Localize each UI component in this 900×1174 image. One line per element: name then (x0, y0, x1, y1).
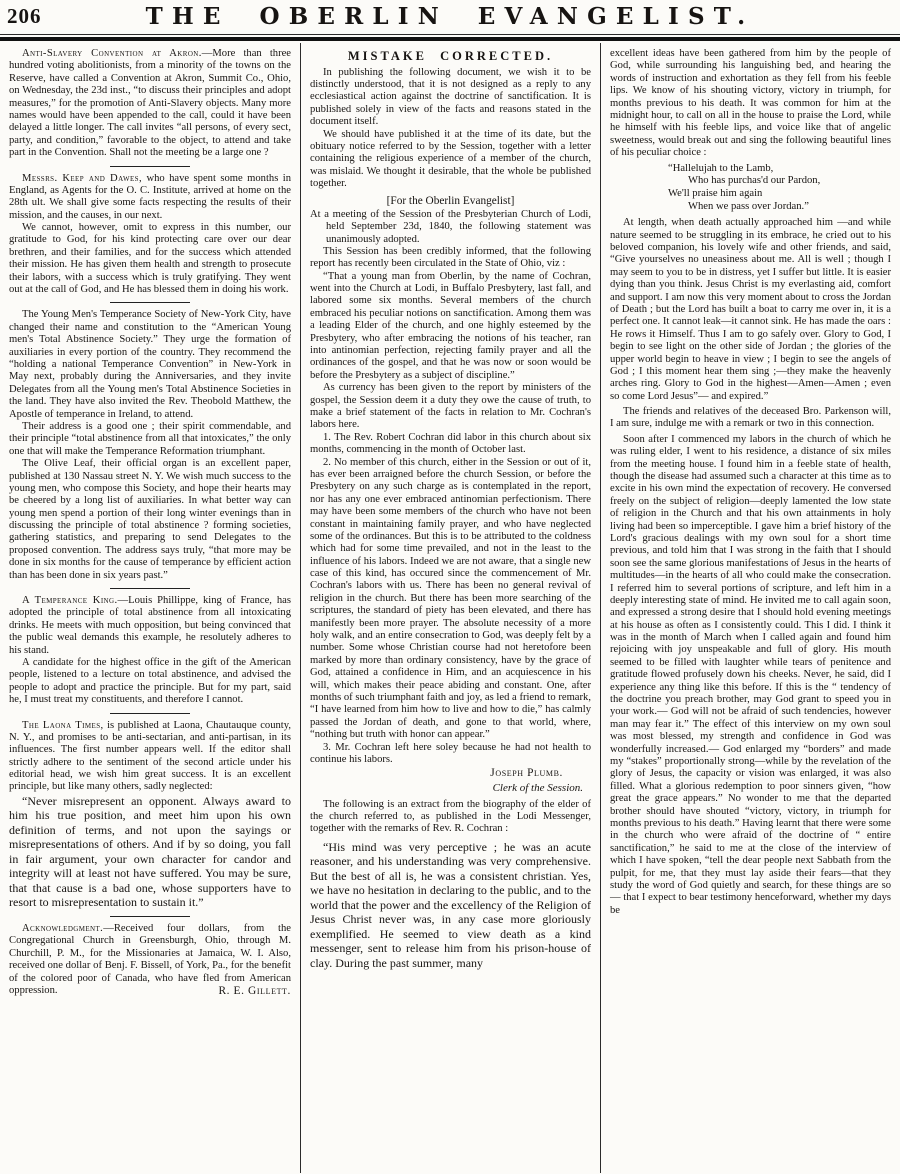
article-keep-and-dawes (9, 173, 291, 223)
article-text: —Louis Phillippe, king of France, has adopted the principle of total abstinence from all intoxicating drinks. He meets with much opposition, but being convinced that the public weal demands this example, he resolutely adheres to his stand. (9, 595, 291, 656)
list-item-2: 2. No member of this church, either in the Session or out of it, has ever been arraigned before the church Session, or before the Presbytery on any such charge as is contemplated in the report, nor has any one ever embraced antinomian perfectionism. There may have been some members of the church who have not been constant in maintaining family prayer, and who have neglected some of the ordinances. But this is to be attributed to the coldness which had for some time prevailed, and not in the least to the influence of his labors. Indeed we are not aware, that a single new case of this kind, has occured since the commencement of Mr. Cochran's labors with us. There has been no general revival of religion in the church. But there has been more searching of the scriptures, the standard of piety has been elevated, and there has manifestly been more prayer. The absolute necessity of a more holy walk, and an entire consecration to God, was deeply felt by a number. Some whose Christian course had not heretofore been marked by more than ordinary consistency, have by the grace of God, attained a confidence in Him, and an acquiescence in his will, which makes their peace abiding and constant. One, after months of such triumphant faith and joy, as led a friend to remark, “I have learned from him how to live and how to die,” has calmly passed the Jordan of death, and gone to that world, where, “nothing but truth with honor can appear.” (310, 456, 591, 741)
paragraph-should-have-published: We should have published it at the time of its date, but the obituary notice referred to by the Session, together with a letter containing the religious experience of a member of the church, was mislaid. We thought it desirable, that the whole be published together. (310, 128, 591, 190)
paragraph-candidate: A candidate for the highest office in the gift of the American people, listened to a lecture on total abstinence, and advised the people to adopt and practice the principle. But for my part, said he, I must treat my constituents, and therefore I cannot. (9, 656, 291, 706)
paragraph-gratitude: We cannot, however, omit to express in this number, our gratitude to God, for his kind protecting care over our dear brethren, and their families, and for the success which attended their mission. He has given them health and strength to prosecute their labors, with a success which is truly gratifying. They went out at the call of God, and He has blessed them in doing his work. (9, 222, 291, 296)
paragraph-session-informed: This Session has been credibly informed, that the following report has recently been circulated in the State of Ohio, viz : (310, 245, 591, 270)
article-text: who have spent some months in England, as Agents for the O. C. Institute, arrived at home on the 28th ult. We shall give some facts respecting the results of their mission, and the causes, in our next. (9, 172, 291, 221)
verse-line: Who has purchas'd our Pardon, (688, 175, 821, 187)
page-number: 206 (7, 4, 42, 28)
paragraph-report-quote: “That a young man from Oberlin, by the name of Cochran, went into the Church at Lodi, in Buffalo Presbytery, last fall, and labored some six months. Several members of the church embraced his peculiar notions on sanctification. Among them was a leading Elder of the church, and one highly esteemed by the Presbytery, who after embracing the notions of his teacher, ran into antinomian perfection, rejecting family prayer and all the ordinances of the gospel, and that he was now or soon would be before the Presbytery as a subject of discipline.” (310, 270, 591, 381)
column-3 (600, 43, 900, 1173)
verse-line: We'll praise him again (668, 188, 763, 200)
subheading-for-oberlin-evangelist: [For the Oberlin Evangelist] (386, 194, 515, 207)
header-rule-thick (0, 37, 900, 41)
verse-line: “Hallelujah to the Lamb, (668, 162, 774, 174)
section-divider (110, 166, 190, 167)
signature-name: R. E. Gillett. (218, 985, 291, 998)
columns-container (0, 43, 900, 1173)
paragraph-following-extract: The following is an extract from the biography of the elder of the church referred to, as published in the Lodi Messenger, together with the remarks of Rev. R. Cochran : (310, 798, 591, 835)
paragraph-as-currency: As currency has been given to the report by ministers of the gospel, the Session deem it a duty they owe the cause of truth, to make a brief statement of the facts in relation to Mr. Cochran's labors here. (310, 382, 591, 431)
paragraph-their-address: Their address is a good one ; their spirit commendable, and their principle “total abstinence from all that intoxicates,” the only one that will make the Temperance Reformation triumphant. (9, 420, 291, 457)
section-divider (110, 588, 190, 589)
masthead-title: THE OBERLIN EVANGELIST. (145, 3, 755, 30)
page-header (0, 0, 900, 32)
article-lead: A Temperance King. (22, 595, 118, 607)
blockquote-never-misrepresent: “Never misrepresent an opponent. Always award to him his true position, and meet him upon his own definition of terms, and not upon the sayings or misrepresentations of others. And if by so doing, you fall in fair argument, your own character for candor and integrity will at least not have suffered. You may be sure, that that cause is a bad one, whose supporters have to resort to misrepresentation to sustain it.” (9, 793, 291, 910)
article-antislavery-convention (9, 48, 291, 160)
article-text: is published at Laona, Chautauque county, N. Y., and promises to be anti-sectarian, and anti-partisan, in its influences. The first number appears well. If the editor shall strictly adhere to the sentiment of the second article under his editorial head, we wish him great success. It is an excellent principle, but like many others, sadly neglected: (9, 719, 292, 793)
article-temperance-king (9, 595, 291, 657)
article-lead: Acknowledgment. (22, 923, 104, 934)
article-lead: Messrs. Keep and Dawes, (22, 172, 143, 184)
signature-name: Joseph Plumb. (490, 767, 563, 780)
header-rule-thin (0, 34, 900, 35)
article-laona-times (9, 720, 291, 794)
paragraph-excellent-ideas: excellent ideas have been gathered from him by the people of God, while surrounding his languishing bed, and hearing the words of instruction and exhortation as they fell from his feeble lips. We know of his shouting victory, victory in triumph, for months previous to his death. It was common for him at the midnight hour, to call on all in the house to praise the Lord, while he himself with his feeble lips, and voice like that of angelic sweetness, would break out and sing the following beautiful lines of his peculiar choice : (610, 48, 891, 159)
paragraph-friends-relatives: The friends and relatives of the deceased Bro. Parkenson will, I am sure, indulge me with a remark or two in this connection. (610, 406, 891, 430)
article-lead: Anti-Slavery Convention at Akron. (22, 48, 202, 59)
paragraph-soon-after: Soon after I commenced my labors in the church of which he was ruling elder, I went to his residence, a distance of six miles from the meeting house. I found him in a feeble state of health, though the disease had assumed such a character at this time as to excite in his own mind the expectation of recovery. He conversed freely on the subject of religion—deeply lamented the low state of religion in the Church and that his own attainments in holy living had been so imperceptible. I gave him a brief history of the Lord's gracious dealings with my own soul for a short time previous, and told him that I was strong in the faith that I should soon see the same glorious manifestations of Jesus in the hearts of multitudes—in the hearts of all who could make the consecration. I referred him to several portions of scripture, and left him in a deeply interesting state of mind. He invited me to call again soon, and expressed a strong desire that I should hold evening meetings at his house as often as I consistently could. This I did. I think it was in the month of March when I called again and found him rejoicing with joy unspeakable and full of glory. His mouth seemed to be filled with laughter while tears of penitence and gratitude flowed profusely down his cheeks. Never, he said, did I experience any thing like this before. If this is the “ tendency of the doctrine you preach brother, may God grant to speed you in your work.— God will not be afraid of such tendencies, however man may fear it.” The effect of this interview on my own soul was most blessed, my strength and confidence in God was wonderfully increased.— God enlarged my “borders” and made my “stakes” proportionally strong—while by the revelation of the glory of Jesus, the capacity or vision was enlarged, it was also filled. What a glorious redemption to poor sinners given, “how great the grace appears.” No wonder to me that the departed brother should have shouted “victory, victory, in triumph for months previous to his death.” Having learnt that there were some in the church who were afraid of the doctrine of “ entire sanctification,” he said to me at the close of the interview of which I have spoken, “tell the dear people next Sabbath from the pulpit, for me, that they must lay aside their fears—that they study the word of God quietly and search, for these things are so— that I expect to bear testimony henceforward, whether my days be (610, 433, 891, 916)
article-lead: The Laona Times, (22, 719, 104, 731)
paragraph-olive-leaf: The Olive Leaf, their official organ is an excellent paper, published at 130 Nassau street N. Y. We wish much success to the young men, who compose this Society, and hope their hearts may be cheered by a long list of auxiliaries. In what better way can young men spend a portion of their long winter evenings than in discussing the principle of total abstinence ? forming societies, gathering statistics, and preparing to send Delegates to the proposed convention. The address says truly, “that more may be done in six months for the cause of temperance by efficient action than has been done in six years past.” (9, 458, 291, 581)
hymn-verse (610, 163, 891, 215)
verse-line: When we pass over Jordan.” (688, 201, 809, 213)
article-heading-mistake-corrected: MISTAKE CORRECTED. (347, 49, 554, 63)
section-divider (110, 302, 190, 303)
section-divider (110, 713, 190, 714)
column-2 (300, 43, 600, 1173)
list-item-3: 3. Mr. Cochran left here soley because he had not health to continue his labors. (310, 741, 591, 765)
signature-title: Clerk of the Session. (492, 781, 583, 794)
section-divider (110, 916, 190, 917)
article-text: —Received four dollars, from the Congregational Church in Greensburgh, Ohio, through M. Churchill, P. M., for the Missionaries at Jamaica, W. I. Also, received one dollar of Benj. F. Bissell, of York, Pa., for the benefit of the colored poor of Canada, who have fled from American oppression. (9, 923, 291, 996)
column-1 (0, 43, 300, 1173)
paragraph-at-length: At length, when death actually approached him —and while nature seemed to be struggling in its embrace, he cried out to his beloved companion, his lovely wife and other friends, and said, “Give yourselves no uneasiness about me. All is well ; though I may seem to you to be in distress, yet I suffer but little. It is easier dying than you think. Jesus Christ is my everlasting aid, comfort and support. I am now this very moment about to cross the Jordan of Death ; but the Lord has built a boat to carry me over in, it is a perfect one. It cannot leak—it cannot sink. He has made the oars : He rows it Himself. Thus I am to go safely over. Glory to God, I begin to see light on the other side of Jordan ; the glories of the upper world begin to heave in view ; I begin to see the angels of God ; I this moment hear them sing ;—they make the heavenly arches ring. Glory to God in the highest—Amen—Amen ; even so come Lord Jesus”— and expired.” (610, 217, 891, 402)
paragraph-session-meeting: At a meeting of the Session of the Presbyterian Church of Lodi, held September 23d, 1840, the following statement was unanimously adopted. (310, 208, 591, 245)
article-temperance-society: The Young Men's Temperance Society of New-York City, have changed their name and constitution to the “American Young men's Total Abstinence Society.” They urge the formation of auxiliaries in every portion of the country. They recommend the “holding a national Temperance Convention” in New-York in May next, probably during the Anniversaries, and they invite Delegates from all the Young men's Total Abstinence Societies in the land. They have also invited the Rev. Theobold Matthew, the Apostle of temperance in Ireland, to attend. (9, 309, 291, 420)
biography-extract: “His mind was very perceptive ; he was an acute reasoner, and his understanding was very comprehensive. But the best of all is, he was a consistent christian. Yes, we have no hesitation in declaring to the public, and to the world that the power and the excellency of the Religion of Jesus Christ never was, in any case more gloriously exemplified. He seemed to view death as a kind messenger, sent to release him from his prison-house of clay. During the past summer, many (310, 839, 591, 970)
article-text: —More than three hundred voting abolitionists, from a minority of the towns on the Reserve, have called a Convention at Akron, Summit Co., Ohio, on Wednesday, the 23d inst., “to discuss their principles and adopt measures,” for the promotion of Anti-Slavery objects. Many more names would have been appended to the call, could it have been delayed a little longer. The call invites “all persons, of every sect, party, and condition,” favorable to the object, to attend and take part in the Convention. Shall not the meeting be a large one ? (9, 48, 292, 159)
list-item-1: 1. The Rev. Robert Cochran did labor in this church about six months, commencing in the month of October last. (310, 431, 591, 456)
signature-plumb (310, 767, 591, 780)
paragraph-in-publishing: In publishing the following document, we wish it to be distinctly understood, that it is not designed as a reply to any ecclesiastical action against the doctrine of sanctification. It is published solely in view of the facts and reasons stated in the document itself. (310, 66, 591, 128)
